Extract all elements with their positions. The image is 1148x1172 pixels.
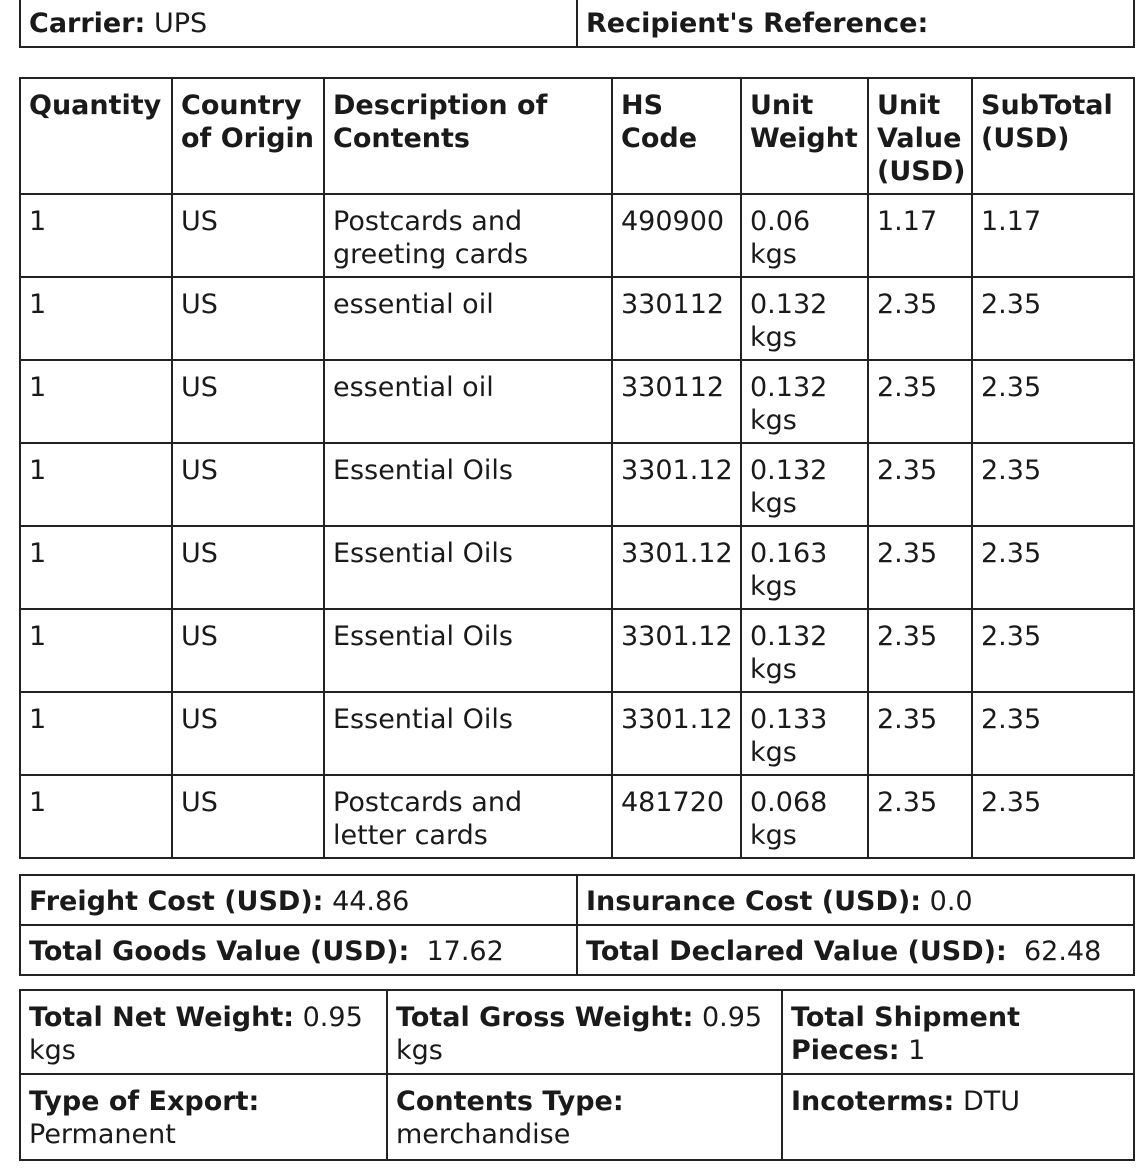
header-quantity: Quantity <box>20 78 172 194</box>
insurance-cost-value: 0.0 <box>929 886 973 917</box>
table-row <box>20 443 1134 526</box>
cell-hs-code: 481720 <box>612 775 741 858</box>
total-net-weight-label: Total Net Weight: <box>29 1002 295 1033</box>
cell-unit-weight: 0.06 kgs <box>741 194 868 277</box>
total-goods-value: 17.62 <box>426 936 504 967</box>
cell-unit-value: 2.35 <box>868 360 972 443</box>
table-row <box>20 775 1134 858</box>
cell-quantity: 1 <box>20 443 172 526</box>
recipient-reference-label: Recipient's Reference: <box>586 8 929 39</box>
carrier-label: Carrier: <box>29 8 146 39</box>
cell-quantity: 1 <box>20 526 172 609</box>
total-gross-weight-cell <box>387 990 782 1074</box>
total-gross-weight-label: Total Gross Weight: <box>396 1002 694 1033</box>
freight-cost-cell <box>20 875 577 925</box>
insurance-cost-cell <box>577 875 1134 925</box>
cell-origin: US <box>172 692 324 775</box>
total-declared-value-label: Total Declared Value (USD): <box>586 936 1007 967</box>
cell-origin: US <box>172 526 324 609</box>
cell-hs-code: 490900 <box>612 194 741 277</box>
table-row <box>20 360 1134 443</box>
cell-subtotal: 2.35 <box>972 277 1134 360</box>
cell-description: Essential Oils <box>324 609 612 692</box>
cell-hs-code: 3301.12 <box>612 609 741 692</box>
cell-unit-value: 2.35 <box>868 277 972 360</box>
cell-hs-code: 330112 <box>612 277 741 360</box>
cell-unit-weight: 0.132 kgs <box>741 360 868 443</box>
cell-description: essential oil <box>324 360 612 443</box>
header-unit-value: Unit Value (USD) <box>868 78 972 194</box>
carrier-value: UPS <box>153 8 208 39</box>
cell-unit-value: 2.35 <box>868 526 972 609</box>
cell-subtotal: 2.35 <box>972 692 1134 775</box>
table-row <box>20 526 1134 609</box>
cell-subtotal: 2.35 <box>972 360 1134 443</box>
cell-unit-value: 2.35 <box>868 692 972 775</box>
total-gross-weight-value: 0.95 kgs <box>396 1002 763 1066</box>
total-goods-value-cell <box>20 925 577 975</box>
contents-type-cell <box>387 1074 782 1160</box>
header-hs-code: HS Code <box>612 78 741 194</box>
summary-table <box>19 989 1135 1161</box>
cell-unit-value: 2.35 <box>868 609 972 692</box>
cell-hs-code: 3301.12 <box>612 443 741 526</box>
cell-unit-weight: 0.068 kgs <box>741 775 868 858</box>
table-row <box>20 194 1134 277</box>
incoterms-value: DTU <box>962 1086 1020 1117</box>
header-subtotal: SubTotal (USD) <box>972 78 1134 194</box>
total-declared-value-cell <box>577 925 1134 975</box>
cell-unit-weight: 0.133 kgs <box>741 692 868 775</box>
cell-hs-code: 3301.12 <box>612 692 741 775</box>
cell-description: Essential Oils <box>324 443 612 526</box>
total-goods-value-label: Total Goods Value (USD): <box>29 936 410 967</box>
items-table <box>19 77 1135 859</box>
cell-unit-value: 2.35 <box>868 443 972 526</box>
header-unit-weight: Unit Weight <box>741 78 868 194</box>
freight-cost-value: 44.86 <box>332 886 410 917</box>
cell-subtotal: 1.17 <box>972 194 1134 277</box>
table-row <box>20 277 1134 360</box>
cell-quantity: 1 <box>20 609 172 692</box>
cell-quantity: 1 <box>20 692 172 775</box>
total-shipment-pieces-cell <box>782 990 1134 1074</box>
contents-type-value: merchandise <box>396 1119 571 1150</box>
cell-unit-weight: 0.132 kgs <box>741 609 868 692</box>
total-net-weight-value: 0.95 kgs <box>29 1002 363 1066</box>
cell-description: Postcards and letter cards <box>324 775 612 858</box>
cell-subtotal: 2.35 <box>972 775 1134 858</box>
cell-unit-weight: 0.132 kgs <box>741 443 868 526</box>
total-shipment-pieces-value: 1 <box>908 1035 926 1066</box>
insurance-cost-label: Insurance Cost (USD): <box>586 886 922 917</box>
incoterms-label: Incoterms: <box>791 1086 955 1117</box>
table-row <box>20 692 1134 775</box>
cell-description: Postcards and greeting cards <box>324 194 612 277</box>
cell-description: Essential Oils <box>324 526 612 609</box>
freight-cost-label: Freight Cost (USD): <box>29 886 324 917</box>
items-header-row <box>20 78 1134 194</box>
cell-quantity: 1 <box>20 194 172 277</box>
cell-unit-weight: 0.163 kgs <box>741 526 868 609</box>
cell-description: essential oil <box>324 277 612 360</box>
carrier-table <box>19 0 1135 48</box>
cell-origin: US <box>172 194 324 277</box>
header-description: Description of Contents <box>324 78 612 194</box>
cell-subtotal: 2.35 <box>972 443 1134 526</box>
cell-subtotal: 2.35 <box>972 609 1134 692</box>
cell-quantity: 1 <box>20 360 172 443</box>
cell-hs-code: 3301.12 <box>612 526 741 609</box>
cell-description: Essential Oils <box>324 692 612 775</box>
type-of-export-value: Permanent <box>29 1119 176 1150</box>
cell-origin: US <box>172 443 324 526</box>
cell-origin: US <box>172 360 324 443</box>
cell-unit-value: 2.35 <box>868 775 972 858</box>
total-shipment-pieces-label: Total Shipment Pieces: <box>791 1002 1020 1066</box>
cell-subtotal: 2.35 <box>972 526 1134 609</box>
costs-table <box>19 874 1135 976</box>
cell-quantity: 1 <box>20 775 172 858</box>
incoterms-cell <box>782 1074 1134 1160</box>
cell-unit-value: 1.17 <box>868 194 972 277</box>
cell-quantity: 1 <box>20 277 172 360</box>
cell-hs-code: 330112 <box>612 360 741 443</box>
cell-origin: US <box>172 609 324 692</box>
cell-unit-weight: 0.132 kgs <box>741 277 868 360</box>
total-net-weight-cell <box>20 990 387 1074</box>
header-country-of-origin: Country of Origin <box>172 78 324 194</box>
recipient-reference-cell <box>577 0 1134 47</box>
type-of-export-cell <box>20 1074 387 1160</box>
total-declared-value: 62.48 <box>1023 936 1102 967</box>
carrier-cell <box>20 0 577 47</box>
contents-type-label: Contents Type: <box>396 1086 624 1117</box>
type-of-export-label: Type of Export: <box>29 1086 260 1117</box>
table-row <box>20 609 1134 692</box>
cell-origin: US <box>172 277 324 360</box>
cell-origin: US <box>172 775 324 858</box>
